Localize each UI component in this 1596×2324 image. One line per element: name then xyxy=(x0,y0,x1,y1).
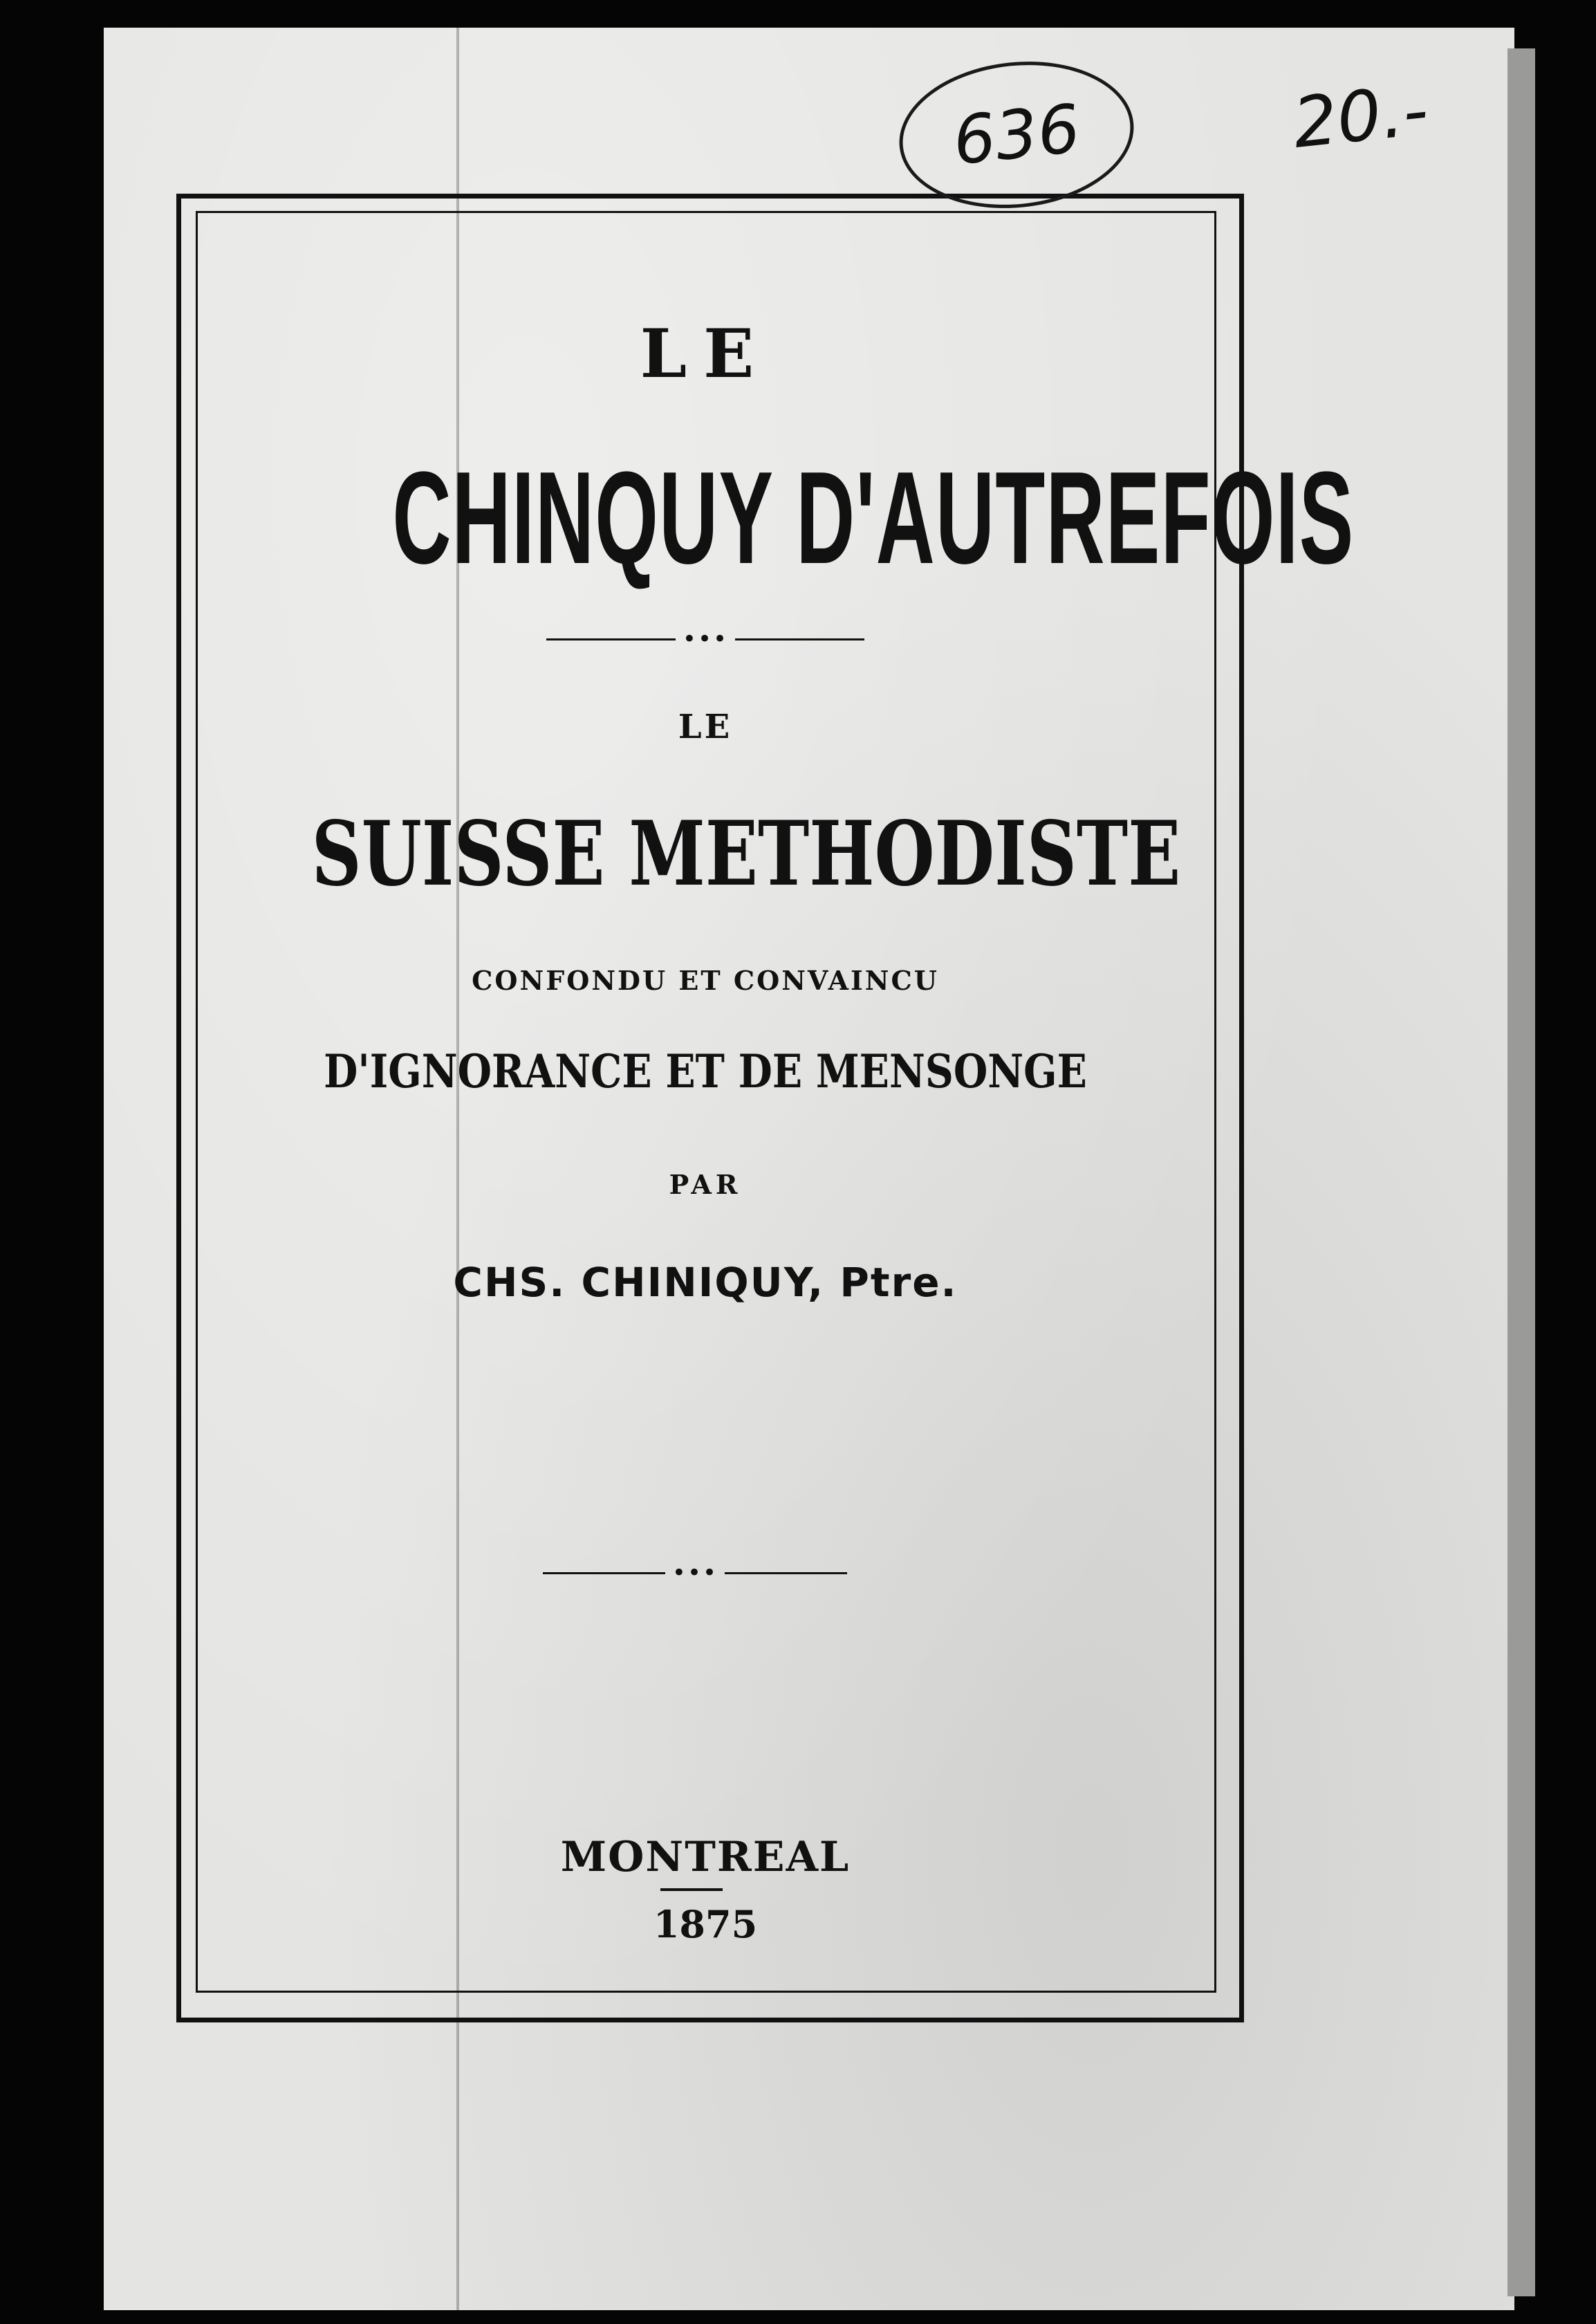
publication-place: MONTREAL xyxy=(560,1833,851,1881)
subtitle: SUISSE METHODISTE xyxy=(311,802,1181,906)
imprint-rule xyxy=(660,1888,723,1891)
ornament-divider-top xyxy=(546,625,864,653)
author-name: CHS. CHINIQUY, Ptre. xyxy=(453,1259,958,1306)
ornament-dots: ••• xyxy=(682,625,729,653)
ornament-divider-bottom xyxy=(543,1559,847,1587)
publication-year: 1875 xyxy=(653,1902,758,1946)
subtitle-charge: D'IGNORANCE ET DE MENSONGE xyxy=(324,1044,1087,1098)
subtitle-article: LE xyxy=(678,708,733,746)
main-title: CHINQUY D'AUTREFOIS xyxy=(392,445,1355,591)
subtitle-line: CONFONDU ET CONVAINCU xyxy=(472,965,939,996)
title-article: LE xyxy=(640,315,771,393)
catalog-number-annotation: 636 xyxy=(892,50,1141,219)
ornament-dots: ••• xyxy=(671,1559,718,1587)
by-line: PAR xyxy=(669,1169,742,1200)
price-annotation: 20.- xyxy=(1289,69,1432,164)
page-edge xyxy=(1507,48,1535,2296)
